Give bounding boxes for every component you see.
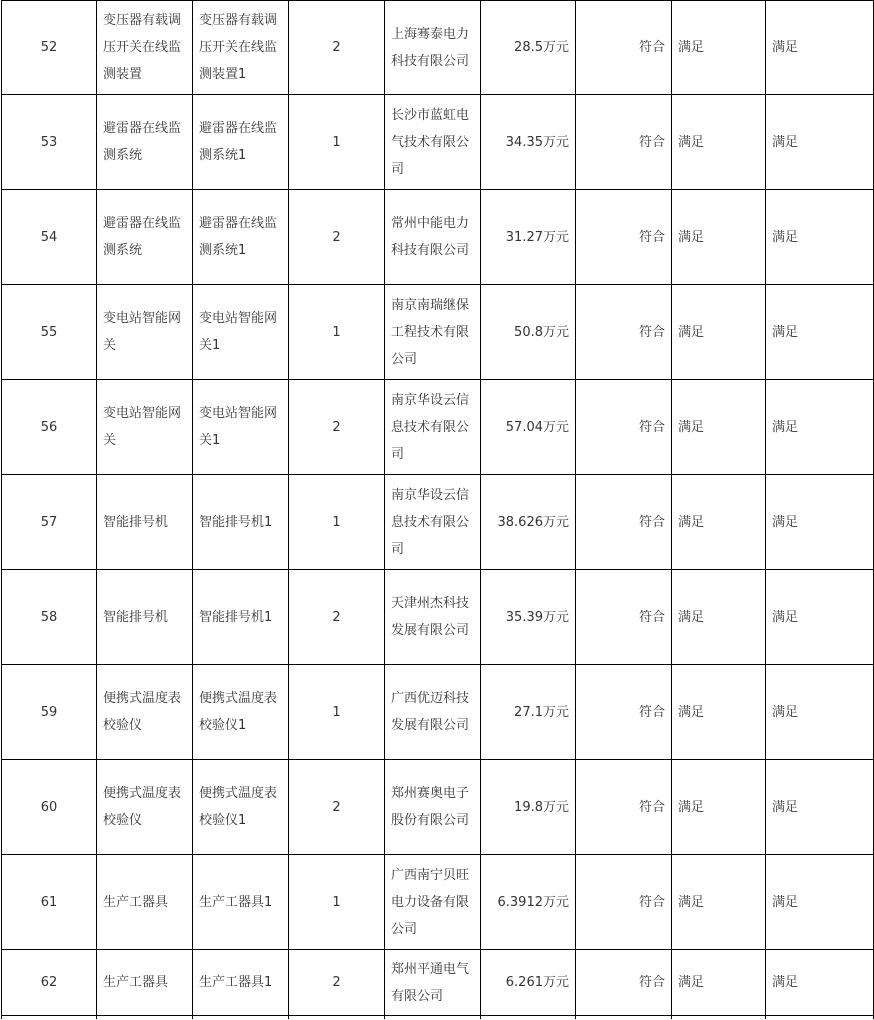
compliance-cell: 符合: [576, 380, 672, 475]
supplier-cell: 南京华设云信息技术有限公司: [385, 380, 481, 475]
row-number-cell: 59: [2, 665, 97, 760]
row-number-cell: 53: [2, 95, 97, 190]
row-number-cell: 54: [2, 190, 97, 285]
qualification-met-cell: 满足: [766, 95, 874, 190]
partial-cell: [766, 1016, 874, 1020]
requirement-met-cell: 满足: [672, 190, 766, 285]
row-number-cell: 62: [2, 950, 97, 1016]
product-name-cell: 避雷器在线监测系统: [97, 95, 193, 190]
requirement-met-cell: 满足: [672, 950, 766, 1016]
table-row: [2, 665, 874, 760]
partial-cell: [193, 1016, 289, 1020]
qualification-met-cell: 满足: [766, 475, 874, 570]
qualification-met-cell: 满足: [766, 760, 874, 855]
compliance-cell: 符合: [576, 475, 672, 570]
table-body: [2, 1, 874, 1020]
bid-price-cell: 19.8万元: [481, 760, 576, 855]
bid-price-cell: 35.39万元: [481, 570, 576, 665]
qualification-met-cell: 满足: [766, 855, 874, 950]
partial-cell: [576, 1016, 672, 1020]
table-row: [2, 380, 874, 475]
requirement-met-cell: 满足: [672, 665, 766, 760]
bid-price-cell: 34.35万元: [481, 95, 576, 190]
product-name-cell: 生产工器具: [97, 855, 193, 950]
bid-price-cell: 31.27万元: [481, 190, 576, 285]
bid-round-cell: 1: [289, 95, 385, 190]
package-name-cell: 智能排号机1: [193, 570, 289, 665]
bid-round-cell: 1: [289, 475, 385, 570]
row-number-cell: 57: [2, 475, 97, 570]
bid-price-cell: 50.8万元: [481, 285, 576, 380]
supplier-cell: 郑州赛奥电子股份有限公司: [385, 760, 481, 855]
partial-cell: [97, 1016, 193, 1020]
bid-round-cell: 2: [289, 380, 385, 475]
compliance-cell: 符合: [576, 665, 672, 760]
compliance-cell: 符合: [576, 760, 672, 855]
row-number-cell: 56: [2, 380, 97, 475]
row-number-cell: 60: [2, 760, 97, 855]
row-number-cell: 58: [2, 570, 97, 665]
partial-cell: [289, 1016, 385, 1020]
table-row: [2, 285, 874, 380]
compliance-cell: 符合: [576, 570, 672, 665]
supplier-cell: 广西南宁贝旺电力设备有限公司: [385, 855, 481, 950]
partial-cell: [481, 1016, 576, 1020]
supplier-cell: 天津州杰科技发展有限公司: [385, 570, 481, 665]
bid-round-cell: 2: [289, 760, 385, 855]
compliance-cell: 符合: [576, 95, 672, 190]
bid-round-cell: 2: [289, 570, 385, 665]
package-name-cell: 生产工器具1: [193, 950, 289, 1016]
requirement-met-cell: 满足: [672, 760, 766, 855]
product-name-cell: 避雷器在线监测系统: [97, 190, 193, 285]
package-name-cell: 变电站智能网关1: [193, 285, 289, 380]
table-row: [2, 190, 874, 285]
table-row: [2, 855, 874, 950]
requirement-met-cell: 满足: [672, 1, 766, 95]
table-row: [2, 475, 874, 570]
row-number-cell: 52: [2, 1, 97, 95]
supplier-cell: 郑州平通电气有限公司: [385, 950, 481, 1016]
requirement-met-cell: 满足: [672, 95, 766, 190]
partial-cell: [672, 1016, 766, 1020]
requirement-met-cell: 满足: [672, 855, 766, 950]
bid-price-cell: 6.3912万元: [481, 855, 576, 950]
product-name-cell: 变电站智能网关: [97, 380, 193, 475]
requirement-met-cell: 满足: [672, 570, 766, 665]
table-row-partial: [2, 1016, 874, 1020]
qualification-met-cell: 满足: [766, 285, 874, 380]
bid-round-cell: 2: [289, 190, 385, 285]
table-row: [2, 760, 874, 855]
supplier-cell: 长沙市蓝虹电气技术有限公司: [385, 95, 481, 190]
qualification-met-cell: 满足: [766, 380, 874, 475]
partial-cell: [2, 1016, 97, 1020]
product-name-cell: 变压器有载调压开关在线监测装置: [97, 1, 193, 95]
product-name-cell: 生产工器具: [97, 950, 193, 1016]
package-name-cell: 便携式温度表校验仪1: [193, 665, 289, 760]
row-number-cell: 61: [2, 855, 97, 950]
bid-round-cell: 1: [289, 285, 385, 380]
product-name-cell: 智能排号机: [97, 570, 193, 665]
table-row: [2, 1, 874, 95]
bid-round-cell: 2: [289, 1, 385, 95]
bid-round-cell: 1: [289, 665, 385, 760]
row-number-cell: 55: [2, 285, 97, 380]
product-name-cell: 变电站智能网关: [97, 285, 193, 380]
bid-round-cell: 2: [289, 950, 385, 1016]
table-row: [2, 950, 874, 1016]
package-name-cell: 便携式温度表校验仪1: [193, 760, 289, 855]
qualification-met-cell: 满足: [766, 950, 874, 1016]
compliance-cell: 符合: [576, 190, 672, 285]
package-name-cell: 变压器有载调压开关在线监测装置1: [193, 1, 289, 95]
requirement-met-cell: 满足: [672, 475, 766, 570]
supplier-cell: 南京华设云信息技术有限公司: [385, 475, 481, 570]
supplier-cell: 常州中能电力科技有限公司: [385, 190, 481, 285]
bid-price-cell: 28.5万元: [481, 1, 576, 95]
package-name-cell: 智能排号机1: [193, 475, 289, 570]
compliance-cell: 符合: [576, 950, 672, 1016]
package-name-cell: 避雷器在线监测系统1: [193, 95, 289, 190]
product-name-cell: 便携式温度表校验仪: [97, 760, 193, 855]
bid-price-cell: 6.261万元: [481, 950, 576, 1016]
bid-price-cell: 57.04万元: [481, 380, 576, 475]
product-name-cell: 智能排号机: [97, 475, 193, 570]
qualification-met-cell: 满足: [766, 190, 874, 285]
compliance-cell: 符合: [576, 855, 672, 950]
partial-cell: [385, 1016, 481, 1020]
bid-round-cell: 1: [289, 855, 385, 950]
qualification-met-cell: 满足: [766, 665, 874, 760]
table-row: [2, 95, 874, 190]
bid-price-cell: 38.626万元: [481, 475, 576, 570]
qualification-met-cell: 满足: [766, 1, 874, 95]
supplier-cell: 南京南瑞继保工程技术有限公司: [385, 285, 481, 380]
supplier-cell: 广西优迈科技发展有限公司: [385, 665, 481, 760]
package-name-cell: 避雷器在线监测系统1: [193, 190, 289, 285]
package-name-cell: 变电站智能网关1: [193, 380, 289, 475]
product-name-cell: 便携式温度表校验仪: [97, 665, 193, 760]
requirement-met-cell: 满足: [672, 285, 766, 380]
package-name-cell: 生产工器具1: [193, 855, 289, 950]
qualification-met-cell: 满足: [766, 570, 874, 665]
compliance-cell: 符合: [576, 285, 672, 380]
bid-results-table: [1, 0, 874, 1019]
supplier-cell: 上海骞泰电力科技有限公司: [385, 1, 481, 95]
table-row: [2, 570, 874, 665]
compliance-cell: 符合: [576, 1, 672, 95]
requirement-met-cell: 满足: [672, 380, 766, 475]
bid-price-cell: 27.1万元: [481, 665, 576, 760]
